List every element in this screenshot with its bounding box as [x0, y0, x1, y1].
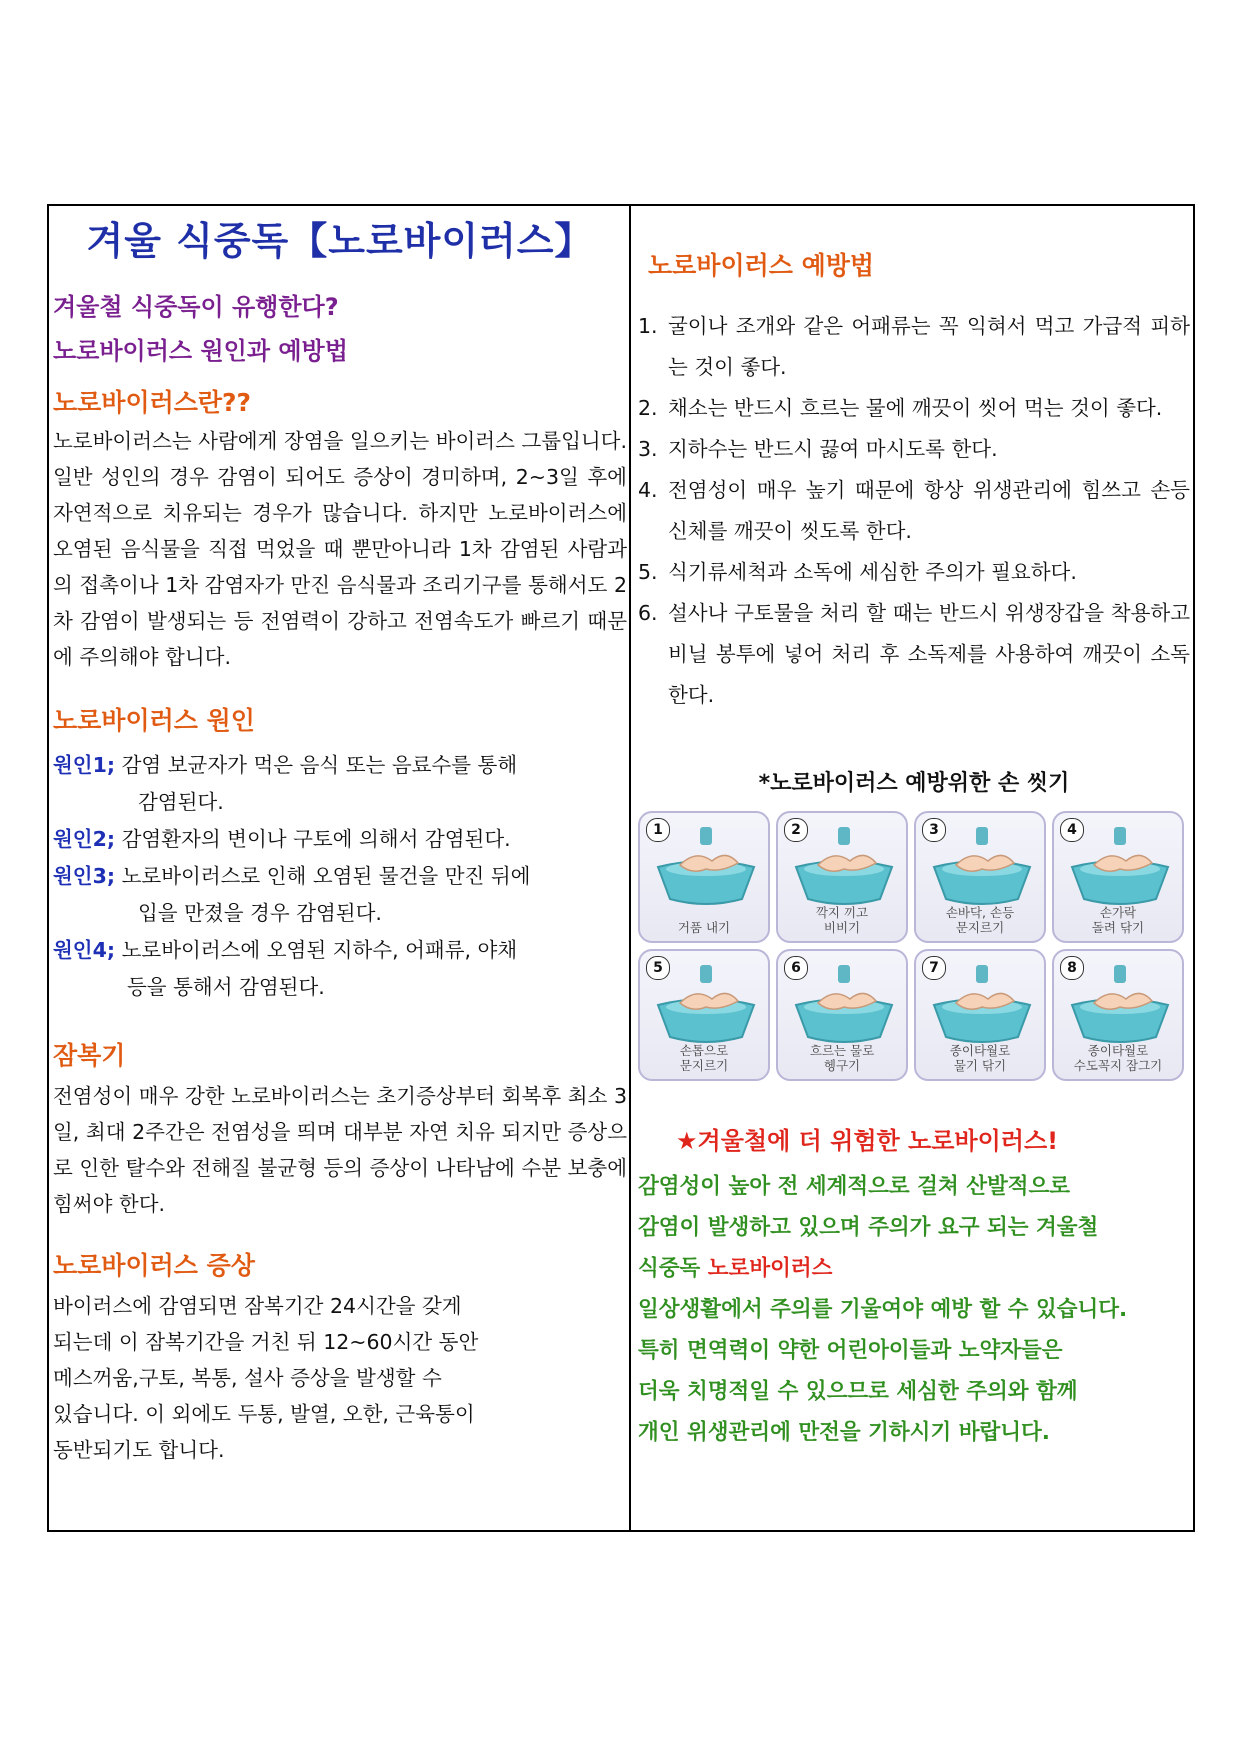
symptoms-line: 되는데 이 잠복기간을 거친 뒤 12~60시간 동안: [53, 1330, 479, 1354]
incubation-heading: 잠복기: [53, 1041, 126, 1070]
warning-line: 개인 위생관리에 만전을 기하시기 바랍니다.: [638, 1420, 1050, 1445]
prevention-item: 6. 설사나 구토물을 처리 할 때는 반드시 위생장갑을 착용하고 비닐 봉투에 넣어 처리 후 소독제를 사용하여 깨끗이 소독한다.: [638, 601, 1190, 707]
sink-hands-icon: [926, 965, 1038, 1045]
sink-hands-icon: [650, 827, 762, 907]
handwash-step: [638, 949, 770, 1081]
handwash-step: [638, 811, 770, 943]
step-label: 손바닥, 손등 문지르기: [945, 905, 1015, 935]
prevention-item: 5. 식기류세척과 소독에 세심한 주의가 필요하다.: [638, 560, 1077, 584]
sink-hands-icon: [788, 965, 900, 1045]
cause-item: [53, 747, 627, 821]
subtitle-line-2: 노로바이러스 원인과 예방법: [53, 337, 348, 365]
step-label: 종이타월로 수도꼭지 잠그기: [1073, 1043, 1163, 1073]
cause-text-cont: 감염된다.: [138, 790, 224, 814]
handwash-step: [776, 949, 908, 1081]
causes-heading: 노로바이러스 원인: [53, 706, 255, 735]
sink-hands-icon: [650, 965, 762, 1045]
sink-hands-icon: [926, 827, 1038, 907]
handwash-grid: [638, 811, 1190, 1081]
causes-list: [53, 747, 627, 1006]
step-label: 손톱으로 문지르기: [679, 1043, 729, 1073]
handwash-step: [914, 811, 1046, 943]
step-label: 거품 내기: [677, 920, 731, 935]
step-number: 1: [646, 818, 670, 842]
handwash-step: [776, 811, 908, 943]
cause-label: 원인2;: [53, 827, 116, 851]
handwash-step: [1052, 949, 1184, 1081]
handwash-step: [914, 949, 1046, 1081]
step-number: 2: [784, 818, 808, 842]
about-heading: 노로바이러스란??: [53, 388, 252, 417]
cause-text: 노로바이러스에 오염된 지하수, 어패류, 야채: [121, 938, 518, 962]
symptoms-text: [53, 1288, 627, 1468]
left-column: [53, 206, 627, 1468]
prevention-heading: 노로바이러스 예방법: [648, 251, 875, 280]
cause-text: 감염환자의 변이나 구토에 의해서 감염된다.: [121, 827, 511, 851]
symptoms-heading: 노로바이러스 증상: [53, 1251, 255, 1280]
step-label: 손가락 돌려 닦기: [1091, 905, 1145, 935]
warning-highlight: 노로바이러스: [707, 1256, 833, 1281]
sink-hands-icon: [788, 827, 900, 907]
step-number: 5: [646, 956, 670, 980]
about-text: 노로바이러스는 사람에게 장염을 일으키는 바이러스 그룹입니다. 일반 성인의 경우 감염이 되어도 증상이 경미하며, 2~3일 후에 자연적으로 치유되는 경우가 많습니다. 하지만 노로바이러스에 오염된 음식물을 직접 먹었을 때 뿐만아니라 1차 감염된 사람과의 접촉이나 1차 감염자가 만진 음식물과 조리기구를 통해서도 2차 감염이 발생되는 등 전염력이 강하고 전염속도가 빠르기 때문에 주의해야 합니다.: [53, 429, 627, 669]
column-divider: [629, 204, 631, 1532]
prevention-item: 2. 채소는 반드시 흐르는 물에 깨끗이 씻어 먹는 것이 좋다.: [638, 396, 1163, 420]
warning-line: 식중독 노로바이러스: [638, 1256, 833, 1281]
sink-hands-icon: [1064, 827, 1176, 907]
cause-item: [53, 932, 627, 1006]
page-title: 겨울 식중독【노로바이러스】: [86, 219, 594, 263]
cause-text: 노로바이러스로 인해 오염된 물건을 만진 뒤에: [121, 864, 531, 888]
warning-line: 더욱 치명적일 수 있으므로 세심한 주의와 함께: [638, 1379, 1078, 1404]
step-label: 종이타월로 물기 닦기: [949, 1043, 1011, 1073]
step-number: 3: [922, 818, 946, 842]
handwash-caption: *노로바이러스 예방위한 손 씻기: [758, 771, 1070, 796]
prevention-item: 3. 지하수는 반드시 끓여 마시도록 한다.: [638, 437, 998, 461]
cause-label: 원인4;: [53, 938, 116, 962]
cause-item: [53, 821, 627, 858]
step-number: 6: [784, 956, 808, 980]
cause-label: 원인1;: [53, 753, 116, 777]
step-label: 깍지 끼고 비비기: [815, 905, 869, 935]
cause-item: [53, 858, 627, 932]
symptoms-line: 동반되기도 합니다.: [53, 1438, 225, 1462]
symptoms-line: 메스꺼움,구토, 복통, 설사 증상을 발생할 수: [53, 1366, 442, 1390]
cause-label: 원인3;: [53, 864, 116, 888]
prevention-item: 4. 전염성이 매우 높기 때문에 항상 위생관리에 힘쓰고 손등 신체를 깨끗이 씻도록 한다.: [638, 478, 1190, 543]
handwash-step: [1052, 811, 1184, 943]
warning-title: ★겨울철에 더 위험한 노로바이러스!: [676, 1127, 1059, 1155]
prevention-item: 1. 굴이나 조개와 같은 어패류는 꼭 익혀서 먹고 가급적 피하는 것이 좋다.: [638, 314, 1190, 379]
symptoms-line: 바이러스에 감염되면 잠복기간 24시간을 갖게: [53, 1294, 462, 1318]
symptoms-line: 있습니다. 이 외에도 두통, 발열, 오한, 근육통이: [53, 1402, 475, 1426]
warning-line: 감염성이 높아 전 세계적으로 걸쳐 산발적으로: [638, 1174, 1071, 1199]
warning-line: 특히 면역력이 약한 어린아이들과 노약자들은: [638, 1338, 1063, 1363]
incubation-text: 전염성이 매우 강한 노로바이러스는 초기증상부터 회복후 최소 3일, 최대 2주간은 전염성을 띄며 대부분 자연 치유 되지만 증상으로 인한 탈수와 전해질 불균형 등의 증상이 나타남에 수분 보충에 힘써야 한다.: [53, 1084, 627, 1216]
warning-line: 일상생활에서 주의를 기울여야 예방 할 수 있습니다.: [638, 1297, 1128, 1322]
cause-text-cont: 등을 통해서 감염된다.: [127, 975, 325, 999]
prevention-list: [638, 306, 1190, 716]
step-label: 흐르는 물로 헹구기: [809, 1043, 875, 1073]
step-number: 7: [922, 956, 946, 980]
warning-text: [638, 1166, 1190, 1453]
subtitle-line-1: 겨울철 식중독이 유행한다?: [53, 293, 339, 321]
step-number: 4: [1060, 818, 1084, 842]
warning-line: 감염이 발생하고 있으며 주의가 요구 되는 겨울철: [638, 1215, 1099, 1240]
right-column: [638, 206, 1190, 1453]
cause-text-cont: 입을 만졌을 경우 감염된다.: [138, 901, 382, 925]
step-number: 8: [1060, 956, 1084, 980]
sink-hands-icon: [1064, 965, 1176, 1045]
cause-text: 감염 보균자가 먹은 음식 또는 음료수를 통해: [121, 753, 518, 777]
